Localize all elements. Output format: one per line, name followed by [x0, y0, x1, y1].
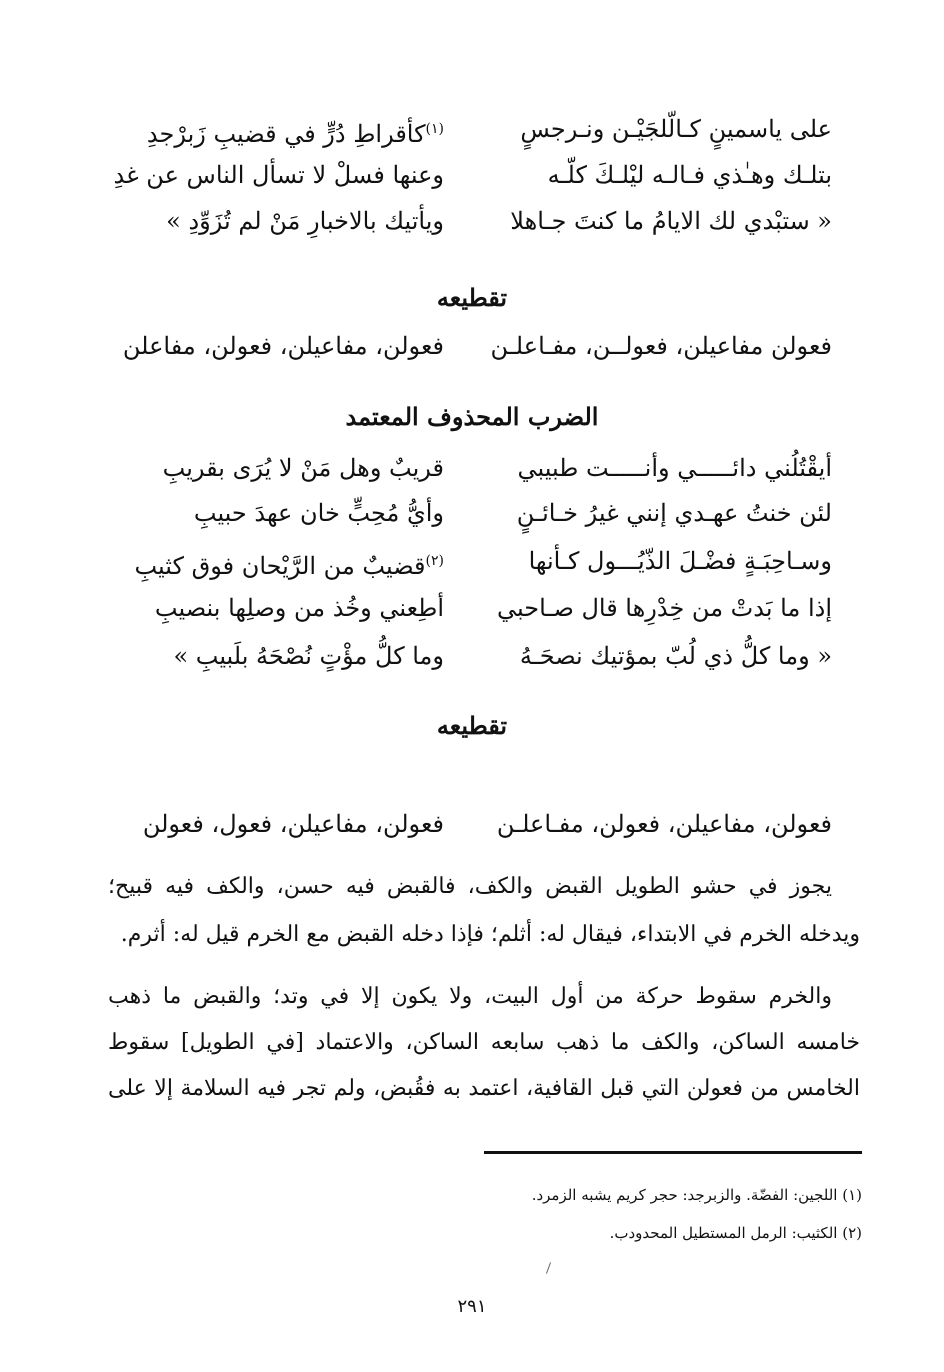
- verse-2-first-hemistich: بتلـك وهـٰذي فـالـه ليْلـكَ كلّـه: [547, 161, 832, 189]
- section-heading-scansion-1: تقطيعه: [436, 283, 508, 312]
- footnote-1: (١) اللجين: الفضّة. والزبرجد: حجر كريم يشبه الزمرد.: [531, 1186, 862, 1204]
- page-number: ٢٩١: [457, 1296, 487, 1317]
- verse-5-first-hemistich: لئن خنتُ عهـدي إنني غيرُ خـائـنٍ: [516, 499, 832, 527]
- verse-7-second-hemistich: أطِعني وخُذ من وصلِها بنصيبِ: [154, 594, 444, 622]
- paragraph-2-line-3: الخامس من فعولن التي قبل القافية، اعتمد به فقُبض، ولم تجر فيه السلامة إلا على: [108, 1076, 860, 1101]
- verse-6-second-text: قضيبٌ من الرَّيْحان فوق كثيبِ: [134, 552, 426, 580]
- verse-2-second-hemistich: وعنها فسلْ لا تسأل الناس عن غدِ: [113, 161, 444, 189]
- footnote-marker-2: (٢): [425, 553, 444, 569]
- verse-7-first-hemistich: إذا ما بَدتْ من خِدْرِها قال صـاحبي: [497, 594, 832, 622]
- verse-4-second-hemistich: قريبٌ وهل مَنْ لا يُرَى بقريبِ: [162, 454, 444, 482]
- footnote-2: (٢) الكثيب: الرمل المستطيل المحدودب.: [609, 1224, 862, 1242]
- paragraph-2-line-2: خامسه الساكن، والكف ما ذهب سابعه الساكن، والاعتماد [في الطويل] سقوط: [108, 1030, 860, 1055]
- verse-6-first-hemistich: وسـاحِبَـةٍ فضْـلَ الذّيُـــول كـأنها: [528, 547, 832, 575]
- paragraph-1-line-1: يجوز في حشو الطويل القبض والكف، فالقبض فيه حسن، والكف فيه قبيح؛: [108, 874, 832, 899]
- verse-1-second-hemistich: [147, 113, 444, 150]
- scansion-2-first-half: فعولن، مفاعيلن، فعولن، مفـاعلـن: [496, 810, 832, 838]
- verse-1-second-text: كأقراطِ دُرٍّ في قضيبِ زَبرْجدِ: [146, 120, 426, 148]
- verse-3-first-hemistich: « ستبْدي لك الايامُ ما كنتَ جـاهلا: [510, 207, 832, 235]
- footnote-marker-1: (١): [425, 121, 444, 137]
- verse-1-first-hemistich: على ياسمينٍ كـالّلجَيْـن ونـرجسٍ: [520, 115, 832, 143]
- verse-8-second-hemistich: وما كلُّ مؤْتٍ نُصْحَهُ بلَبيبِ »: [173, 642, 444, 670]
- scansion-2-second-half: فعولن، مفاعيلن، فعول، فعولن: [142, 810, 444, 838]
- verse-3-second-hemistich: ويأتيك بالاخبارِ مَنْ لم تُزَوِّدِ »: [166, 207, 444, 235]
- scansion-1-first-half: فعولن مفاعيلن، فعولــن، مفـاعلـن: [490, 332, 832, 360]
- verse-4-first-hemistich: أيقْتُلُني دائـــــي وأنـــــت طبيبي: [517, 454, 832, 482]
- verse-8-first-hemistich: « وما كلُّ ذي لُبّ بمؤتيك نصحَـهُ: [519, 642, 832, 670]
- footnote-separator: [484, 1151, 862, 1154]
- verse-6-second-hemistich: [134, 545, 444, 582]
- verse-5-second-hemistich: وأيُّ مُحِبٍّ خان عهدَ حبيبِ: [193, 499, 444, 527]
- scan-mark: [546, 1262, 551, 1274]
- paragraph-1-line-2: ويدخله الخرم في الابتداء، فيقال له: أثلم؛ فإذا دخله القبض مع الخرم قيل له: أثرم.: [120, 922, 860, 947]
- paragraph-2-line-1: والخرم سقوط حركة من أول البيت، ولا يكون إلا في وتد؛ والقبض ما ذهب: [108, 984, 832, 1009]
- section-heading-scansion-2: تقطيعه: [436, 711, 508, 740]
- scansion-1-second-half: فعولن، مفاعيلن، فعولن، مفاعلن: [122, 332, 444, 360]
- section-heading-darb: الضرب المحذوف المعتمد: [345, 402, 599, 431]
